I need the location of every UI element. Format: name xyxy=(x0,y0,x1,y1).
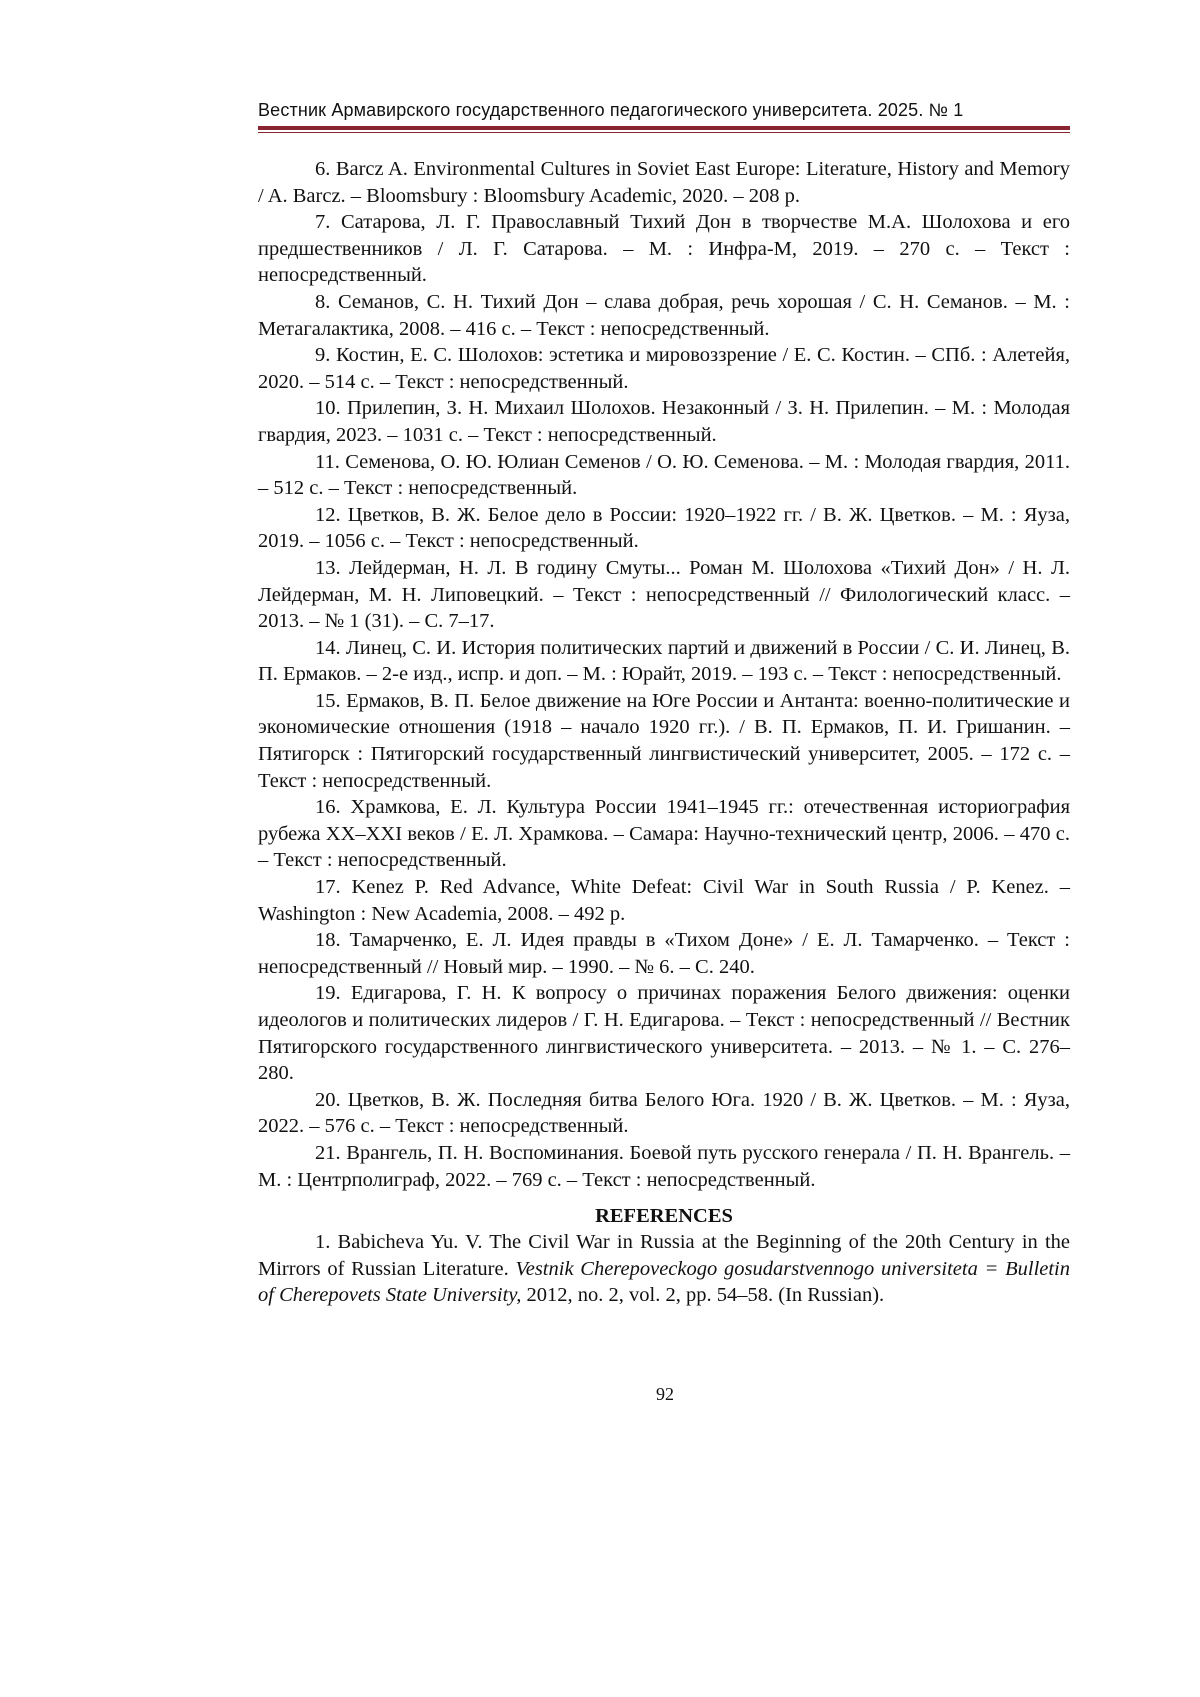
header-rule-thick xyxy=(258,126,1070,130)
header-rule-thin xyxy=(258,132,1070,133)
references-heading: REFERENCES xyxy=(258,1203,1070,1229)
reference-entry-1 xyxy=(258,1229,1070,1309)
bibliography-entry-9: 9. Костин, Е. С. Шолохов: эстетика и мировоззрение / Е. С. Костин. – СПб. : Алетейя, 2020. – 514 с. – Текст : непосредственный. xyxy=(258,342,1070,395)
reference-entry-1-journal: Vestnik Cherepoveckogo gosudarstvennogo universiteta = Bulletin of Cherepovets State University, xyxy=(258,1258,1070,1307)
reference-entry-1-lead: 1. Babicheva Yu. V. The Civil War in Russia at the Beginning of the 20th Century in the Mirrors of Russian Literature. xyxy=(258,1231,1070,1280)
bibliography-entry-8: 8. Семанов, С. Н. Тихий Дон – слава добрая, речь хорошая / С. Н. Семанов. – М. : Метагалактика, 2008. – 416 с. – Текст : непосредственный. xyxy=(258,289,1070,342)
bibliography-entry-20: 20. Цветков, В. Ж. Последняя битва Белого Юга. 1920 / В. Ж. Цветков. – М. : Яуза, 2022. – 576 с. – Текст : непосредственный. xyxy=(258,1087,1070,1140)
bibliography-entry-17: 17. Kenez P. Red Advance, White Defeat: Civil War in South Russia / P. Kenez. – Washington : New Academia, 2008. – 492 p. xyxy=(258,874,1070,927)
bibliography-entry-21: 21. Врангель, П. Н. Воспоминания. Боевой путь русского генерала / П. Н. Врангель. – М. : Центрполиграф, 2022. – 769 с. – Текст : непосредственный. xyxy=(258,1140,1070,1193)
bibliography-entry-18: 18. Тамарченко, Е. Л. Идея правды в «Тихом Доне» / Е. Л. Тамарченко. – Текст : непосредственный // Новый мир. – 1990. – № 6. – С. 240. xyxy=(258,927,1070,980)
bibliography xyxy=(258,156,1070,1309)
reference-entry-1-tail: 2012, no. 2, vol. 2, pp. 54–58. (In Russian). xyxy=(527,1284,885,1306)
bibliography-entry-10: 10. Прилепин, З. Н. Михаил Шолохов. Незаконный / З. Н. Прилепин. – М. : Молодая гвардия, 2023. – 1031 с. – Текст : непосредственный. xyxy=(258,395,1070,448)
bibliography-entry-11: 11. Семенова, О. Ю. Юлиан Семенов / О. Ю. Семенова. – М. : Молодая гвардия, 2011. – 512 с. – Текст : непосредственный. xyxy=(258,449,1070,502)
page-number: 92 xyxy=(0,1383,1200,1405)
bibliography-entry-14: 14. Линец, С. И. История политических партий и движений в России / С. И. Линец, В. П. Ермаков. – 2-е изд., испр. и доп. – М. : Юрайт, 2019. – 193 с. – Текст : непосредственный. xyxy=(258,635,1070,688)
running-header xyxy=(258,98,1070,133)
bibliography-entry-15: 15. Ермаков, В. П. Белое движение на Юге России и Антанта: военно-поли­тические и экономические отношения (1918 – начало 1920 гг.). / В. П. Ермаков, П. И. Гришанин. – Пятигорск : Пятигорский государственный лингвистический университет, 2005. – 172 с. – Текст : непосредственный. xyxy=(258,688,1070,794)
journal-title: Вестник Армавирского государственного педагогического университета. 2025. № 1 xyxy=(258,98,1070,122)
bibliography-entry-13: 13. Лейдерман, Н. Л. В годину Смуты... Роман М. Шолохова «Тихий Дон» / Н. Л. Лейдерман, М. Н. Липовецкий. – Текст : непосредственный // Филологический класс. – 2013. – № 1 (31). – С. 7–17. xyxy=(258,555,1070,635)
bibliography-entry-16: 16. Храмкова, Е. Л. Культура России 1941–1945 гг.: отечественная историо­графия рубежа XX–XXI веков / Е. Л. Храмкова. – Самара: Научно-технический центр, 2006. – 470 с. – Текст : непосредственный. xyxy=(258,794,1070,874)
bibliography-entry-12: 12. Цветков, В. Ж. Белое дело в России: 1920–1922 гг. / В. Ж. Цветков. – М. : Яуза, 2019. – 1056 с. – Текст : непосредственный. xyxy=(258,502,1070,555)
bibliography-entry-6: 6. Barcz A. Environmental Cultures in Soviet East Europe: Literature, History and Memory / A. Barcz. – Bloomsbury : Bloomsbury Academic, 2020. – 208 p. xyxy=(258,156,1070,209)
bibliography-entry-7: 7. Сатарова, Л. Г. Православный Тихий Дон в творчестве М.А. Шолохова и его предшественников / Л. Г. Сатарова. – М. : Инфра-М, 2019. – 270 с. – Текст : непосредственный. xyxy=(258,209,1070,289)
bibliography-entry-19: 19. Едигарова, Г. Н. К вопросу о причинах поражения Белого движения: оцен­ки идеологов и политических лидеров / Г. Н. Едигарова. – Текст : непосредственный // Вестник Пятигорского государственного лингвистического университета. – 2013. – № 1. – С. 276–280. xyxy=(258,980,1070,1086)
